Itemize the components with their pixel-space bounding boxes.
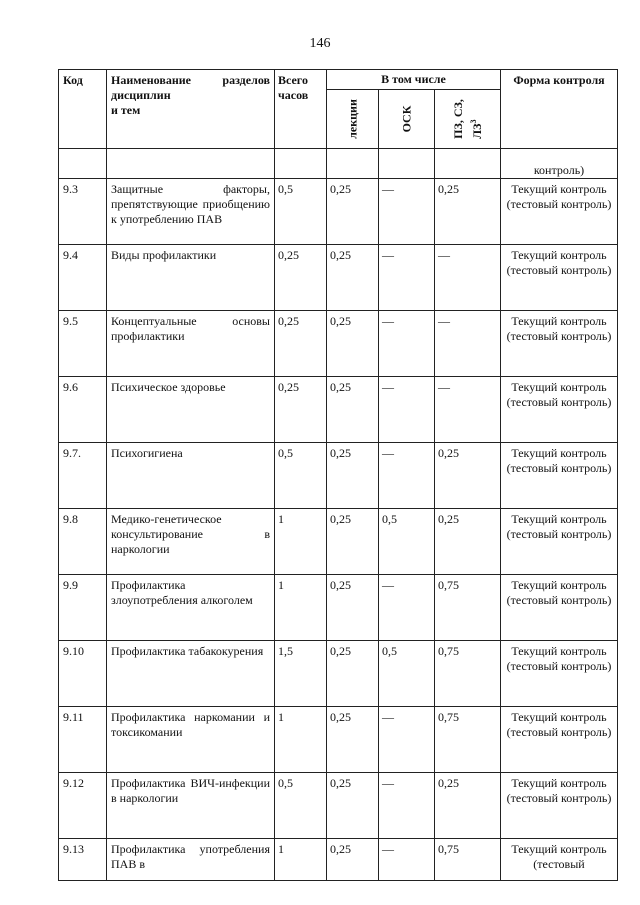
header-control-form: Форма контроля [501, 70, 618, 149]
row-total-hours: 1 [275, 839, 327, 881]
row-lectures: 0,25 [327, 311, 379, 377]
row-practical: — [435, 311, 501, 377]
row-osk: — [379, 179, 435, 245]
row-control-form: Текущий контроль (тестовый контроль) [501, 509, 618, 575]
row-practical: 0,75 [435, 575, 501, 641]
row-practical: 0,25 [435, 509, 501, 575]
row-lectures: 0,25 [327, 245, 379, 311]
row-name: Профилактика злоупотребления алкоголем [107, 575, 275, 641]
row-code: 9.7. [59, 443, 107, 509]
row-name: Защитные факторы, препятствующие приобщению к употреблению ПАВ [107, 179, 275, 245]
row-total-hours: 0,5 [275, 443, 327, 509]
row-total-hours: 1 [275, 575, 327, 641]
header-osk: ОСК [379, 90, 435, 149]
row-osk: — [379, 575, 435, 641]
row-lectures: 0,25 [327, 641, 379, 707]
row-lectures: 0,25 [327, 773, 379, 839]
row-name: Виды профилактики [107, 245, 275, 311]
row-code: 9.8 [59, 509, 107, 575]
row-osk: — [379, 839, 435, 881]
header-practical: ПЗ, СЗ, $ЛЗ^3$ [435, 90, 501, 149]
row-osk: 0,5 [379, 641, 435, 707]
table-row [59, 839, 618, 881]
row-lectures: 0,25 [327, 575, 379, 641]
row-name: Концептуальные основы профилактики [107, 311, 275, 377]
row-name: Профилактика употребления ПАВ в [107, 839, 275, 881]
table-row [59, 443, 618, 509]
row-name: Профилактика наркомании и токсикомании [107, 707, 275, 773]
row-code: 9.12 [59, 773, 107, 839]
table-row [59, 245, 618, 311]
row-total-hours: 0,25 [275, 311, 327, 377]
row-lectures: 0,25 [327, 443, 379, 509]
row-code: 9.3 [59, 179, 107, 245]
header-row [59, 70, 618, 90]
row-code: 9.9 [59, 575, 107, 641]
row-lectures: 0,25 [327, 707, 379, 773]
row-practical: 0,75 [435, 641, 501, 707]
row-practical: 0,25 [435, 179, 501, 245]
header-total-hours: Всего часов [275, 70, 327, 149]
row-code: 9.10 [59, 641, 107, 707]
row-practical: — [435, 377, 501, 443]
header-code: Код [59, 70, 107, 149]
row-lectures: 0,25 [327, 509, 379, 575]
row-practical: — [435, 245, 501, 311]
row-osk: — [379, 377, 435, 443]
row-osk: — [379, 707, 435, 773]
row-code: 9.5 [59, 311, 107, 377]
row-control-form: Текущий контроль (тестовый контроль) [501, 179, 618, 245]
row-control-form: Текущий контроль (тестовый контроль) [501, 245, 618, 311]
header-name-word1: Наименование [111, 73, 191, 87]
row-total-hours: 0,25 [275, 245, 327, 311]
table-row [59, 773, 618, 839]
row-code: 9.13 [59, 839, 107, 881]
page-number: 146 [309, 36, 331, 51]
row-practical: 0,25 [435, 443, 501, 509]
row-control-form: Текущий контроль (тестовый контроль) [501, 443, 618, 509]
continuation-form: контроль) [501, 149, 618, 179]
row-practical: 0,75 [435, 839, 501, 881]
row-control-form: Текущий контроль (тестовый контроль) [501, 707, 618, 773]
row-code: 9.4 [59, 245, 107, 311]
row-osk: — [379, 773, 435, 839]
table-row [59, 509, 618, 575]
row-control-form: Текущий контроль (тестовый контроль) [501, 575, 618, 641]
header-name-word2: разделов [222, 73, 270, 87]
table-row [59, 377, 618, 443]
row-total-hours: 0,5 [275, 179, 327, 245]
table-row [59, 707, 618, 773]
row-name: Профилактика ВИЧ-инфекции в наркологии [107, 773, 275, 839]
continuation-row [59, 149, 618, 179]
row-total-hours: 1,5 [275, 641, 327, 707]
row-osk: 0,5 [379, 509, 435, 575]
header-name-line3: и тем [111, 103, 141, 117]
table-row [59, 311, 618, 377]
row-control-form: Текущий контроль (тестовый контроль) [501, 377, 618, 443]
row-control-form: Текущий контроль (тестовый контроль) [501, 773, 618, 839]
row-osk: — [379, 443, 435, 509]
row-total-hours: 1 [275, 509, 327, 575]
row-osk: — [379, 245, 435, 311]
row-code: 9.11 [59, 707, 107, 773]
row-name: Профилактика табакокурения [107, 641, 275, 707]
row-lectures: 0,25 [327, 839, 379, 881]
row-control-form: Текущий контроль (тестовый [501, 839, 618, 881]
header-name-line2: дисциплин [111, 88, 171, 102]
table-row [59, 179, 618, 245]
row-control-form: Текущий контроль (тестовый контроль) [501, 311, 618, 377]
row-lectures: 0,25 [327, 377, 379, 443]
row-control-form: Текущий контроль (тестовый контроль) [501, 641, 618, 707]
row-total-hours: 0,5 [275, 773, 327, 839]
row-osk: — [379, 311, 435, 377]
table-row [59, 641, 618, 707]
header-lectures: лекции [327, 90, 379, 149]
row-total-hours: 1 [275, 707, 327, 773]
row-name: Психическое здоровье [107, 377, 275, 443]
header-name [107, 70, 275, 149]
row-total-hours: 0,25 [275, 377, 327, 443]
header-including: В том числе [327, 70, 501, 90]
row-name: Психогигиена [107, 443, 275, 509]
row-practical: 0,75 [435, 707, 501, 773]
table-row [59, 575, 618, 641]
row-lectures: 0,25 [327, 179, 379, 245]
discipline-table [58, 69, 618, 881]
row-code: 9.6 [59, 377, 107, 443]
row-practical: 0,25 [435, 773, 501, 839]
row-name: Медико-генетическое консультирование в наркологии [107, 509, 275, 575]
